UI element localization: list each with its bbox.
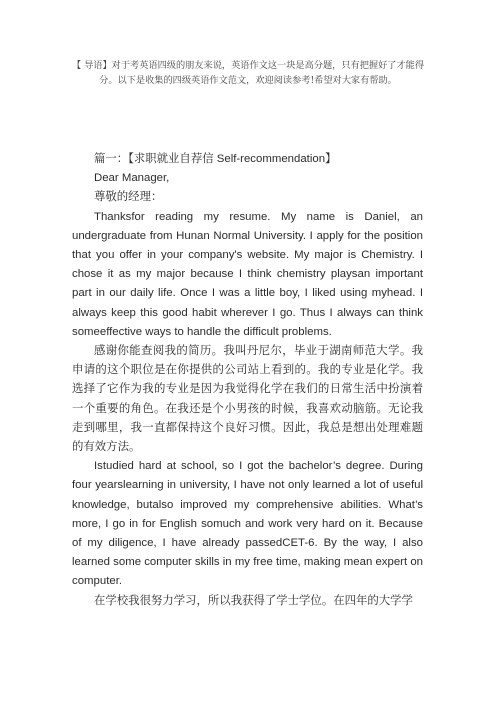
paragraph-1-chinese: 感谢你能查阅我的简历。我叫丹尼尔，毕业于湖南师范大学。我申请的这个职位是在你提供的公司站上看到的。我的专业是化学。我选择了它作为我的专业是因为我觉得化学在我们的日常生活中扮演着一个重要的角色。在我还是个小男孩的时候，我喜欢动脑筋。无论我走到哪里，我一直都保持这个良好习惯。因此，我总是想出处理难题的有效方法。 — [72, 345, 423, 454]
section-heading: 篇一：【求职就业自荐信 Self-recommendation】 — [94, 153, 337, 165]
paragraph-2-english: Istudied hard at school, so I got the bachelor’s degree. During four yearslearning in university, I have not only learned a lot of useful knowledge, butalso improved my comprehensive abilities. What’s more, I go in for English somuch and work very hard on it. Because of my diligence, I have already passedCET-6. By the way, I also learned some computer skills in my free time, making mean expert on computer. — [72, 460, 423, 588]
salutation-chinese: 尊敬的经理： — [94, 191, 163, 204]
paragraph-1-english: Thanksfor reading my resume. My name is Daniel, an undergraduate from Hunan Normal University. I apply for the position that you offer in your company's website. My major is Chemistry. I chose it as my major because I think chemistry playsan important part in our daily life. Once I was a little boy, I liked using myhead. I always keep this good habit wherever I go. Thus I always can think someeffective ways to handle the difficult problems. — [72, 210, 423, 338]
salutation-english: Dear Manager, — [94, 172, 170, 185]
document-body — [72, 150, 423, 611]
paragraph-2-chinese: 在学校我很努力学习，所以我获得了学士学位。在四年的大学学 — [94, 594, 413, 607]
intro-text: 【 导语】对于考英语四级的朋友来说，英语作文这一块是高分题，只有把握好了才能得分。以下是收集的四级英语作文范文，欢迎阅读参考!希望对大家有帮助。 — [71, 60, 425, 86]
